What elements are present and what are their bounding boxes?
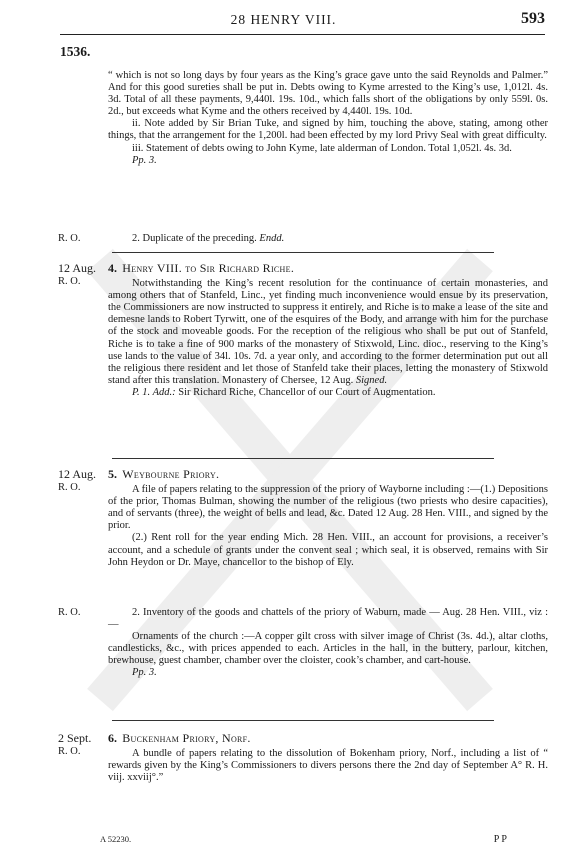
footer-signature-right: P P	[493, 834, 507, 845]
entry3-item2-endd: Endd.	[259, 233, 285, 244]
entry6-source: R. O.	[58, 746, 81, 757]
entry5-pages: Pp. 3.	[132, 667, 157, 679]
entry3-pages: Pp. 3.	[132, 154, 157, 166]
entry5-title: Weybourne Priory.	[122, 467, 220, 481]
entry3-item2	[108, 233, 548, 245]
entry6-title: Buckenham Priory, Norf.	[122, 731, 251, 745]
entry4-address: Sir Richard Riche, Chancellor of our Court of Augmentation.	[178, 386, 436, 398]
running-title: 28 HENRY VIII.	[230, 12, 337, 27]
separator	[112, 720, 494, 721]
entry5	[108, 468, 548, 569]
entry6	[108, 732, 548, 784]
entry4-number: 4.	[108, 261, 117, 275]
year-label: 1536.	[60, 44, 91, 59]
entry5-item2-text: 2. Inventory of the goods and chattels of the priory of Waburn, made — Aug. 28 Hen. VIII., viz :—	[108, 607, 548, 631]
entry4-pages-label: P. 1. Add.:	[132, 386, 176, 398]
header-rule	[60, 34, 545, 35]
entry6-number: 6.	[108, 731, 117, 745]
entry5-body-1: A file of papers relating to the suppression of the priory of Wayborne including :—(1.) Depositions of the prior, Thomas Bulman, showing the number of the religious (two priests who desire capacities), and of servants (three), the weight of bells and lead, &c. Dated 12 Aug. 28 Hen. VIII., and signed by the prior.	[108, 484, 548, 532]
entry3-paragraph-3: iii. Statement of debts owing to John Kyme, late alderman of London. Total 1,052l. 4s. 3d.	[132, 142, 512, 154]
entry3-paragraph-1: “ which is not so long days by four years as the King’s grace gave unto the said Reynolds and Palmer.” And for this good sureties shall be put in. Debts owing to Kyme arrested to the King’s use, 1,012l. 4s. 3d. Total of all these payments, 9,440l. 19s. 10d., which falls short of the obligations by only 559l. 0s. 2d., but exceeds what Kyme and the others received by 4,440l. 19s. 10d.	[108, 70, 548, 118]
page-number: 593	[521, 10, 545, 27]
entry4	[108, 262, 548, 399]
separator	[112, 252, 494, 253]
entry4-date-text: 12 Aug.	[58, 261, 97, 275]
entry6-date	[58, 732, 108, 758]
entry3-item2-margin: R. O.	[58, 233, 81, 244]
entry4-date	[58, 262, 108, 288]
entry5-item2-margin: R. O.	[58, 607, 81, 618]
separator	[112, 458, 494, 459]
entry5-source: R. O.	[58, 482, 81, 493]
entry5-date-text: 12 Aug.	[58, 467, 97, 481]
entry3-item2-text: 2. Duplicate of the preceding.	[132, 233, 257, 244]
entry3-paragraph-2: ii. Note added by Sir Brian Tuke, and signed by him, touching the above, stating, among other things, that the arrangement for the 1,200l. had been effected by my lord Privy Seal with great difficulty.	[108, 118, 548, 142]
footer-signature-left: A 52230.	[100, 834, 132, 844]
entry5-item2-ornaments: Ornaments of the church :—A copper gilt cross with silver image of Christ (3s. 4d.), altar cloths, candlesticks, &c., with prices appended to each. Articles in the hall, in the buttery, parlour, kitchen, brewhouse, guest chamber, chamber over the cloister, cook’s chamber, and cart-house.	[108, 631, 548, 667]
entry3-continuation	[108, 70, 548, 167]
entry5-number: 5.	[108, 467, 117, 481]
entry4-title: Henry VIII. to Sir Richard Riche.	[122, 261, 295, 275]
entry4-signed: Signed.	[355, 374, 388, 386]
entry6-date-text: 2 Sept.	[58, 731, 92, 745]
entry4-body: Notwithstanding the King’s recent resolution for the continuance of certain monasteries, and among others that of Stanfeld, Linc., yet finding much inconvenience would ensue by its preservation, the Commissioners are now instructed to suppress it entirely, and Riche is to make a lease of the site and demesne lands to Robert Tyrwitt, one of the esquires of the Body, and arrange with him for the purchase of the stock and moveable goods. For the reception of the religious who shall be put out of Stanfeld, Riche is to take a fine of 900 marks of the monastery of Stixwold, Linc. dioc., reserving to the King’s use lands to the value of 34l. 10s. 7d. a year only, and according to the former determination put out all the religious there resident and let those of Stanfeld take their places, letting the monastery of Stixwold stand after this translation. Monastery of Chersee, 12 Aug.	[108, 278, 548, 386]
entry5-date	[58, 468, 108, 494]
entry5-item2	[108, 607, 548, 680]
entry4-source: R. O.	[58, 276, 81, 287]
entry6-body: A bundle of papers relating to the dissolution of Bokenham priory, Norf., including a list of “ rewards given by the King’s Commissioners to divers persons there the 2nd day of September A° R. H. viij. xxviij°.”	[108, 748, 548, 784]
entry5-body-2: (2.) Rent roll for the year ending Mich. 28 Hen. VIII., an account for provisions, a receiver’s account, and a schedule of grants under the convent seal ; which seal, it is observed, remains with Sir John Heydon or Dr. Maye, chancellor to the bishop of Ely.	[108, 532, 548, 568]
